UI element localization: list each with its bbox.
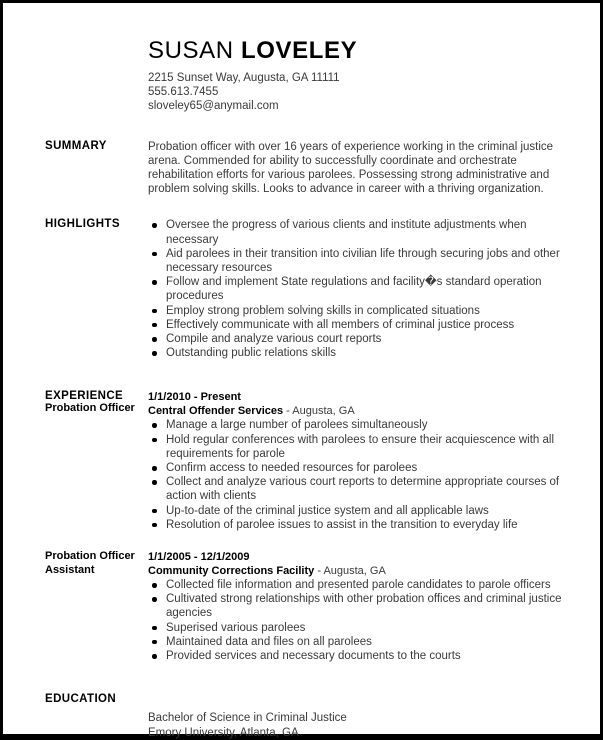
job-separator-1: - <box>314 565 324 578</box>
job-company-line-1 <box>148 564 570 578</box>
candidate-last-name: LOVELEY <box>240 37 358 64</box>
job-bullet-item: Maintained data and files on all parolees <box>148 635 570 649</box>
summary-text: Probation officer with over 16 years of experience working in the criminal justice arena. Commended for ability to successfully coordinate and orchestrate rehabilitation efforts for various parolees. Possessing strong administrative and problem solving skills. Looks to advance in career with a thriving organization. <box>148 140 554 196</box>
job-bullet-item: Hold regular conferences with parolees to ensure their acquiescence with all requirements for parole <box>148 433 570 461</box>
education-degree: Bachelor of Science in Criminal Justice <box>148 712 347 725</box>
job-dates-0: 1/1/2010 - Present <box>148 391 241 404</box>
highlights-label-column <box>3 218 148 230</box>
highlight-item: Employ strong problem solving skills in complicated situations <box>148 304 570 318</box>
job-bullet-item: Confirm access to needed resources for parolees <box>148 461 570 475</box>
job-company-name-1: Community Corrections Facility <box>148 565 315 578</box>
job-bullet-item: Cultivated strong relationships with other probation offices and criminal justice agencies <box>148 592 570 620</box>
job-bullet-item: Up-to-date of the criminal justice system and all applicable laws <box>148 504 570 518</box>
job-company-name-0: Central Offender Services <box>148 405 284 418</box>
section-title-highlights: HIGHLIGHTS <box>45 218 120 231</box>
contact-address: 2215 Sunset Way, Augusta, GA 11111 <box>148 72 340 84</box>
job-dates-1: 1/1/2005 - 12/1/2009 <box>148 551 250 564</box>
experience-role-1: Probation Officer Assistant <box>45 550 135 576</box>
job-entry <box>148 550 570 663</box>
summary-label-column <box>3 140 148 152</box>
job-bullets-list-0 <box>148 418 570 532</box>
contact-block <box>148 71 600 114</box>
job-bullets-list-1 <box>148 578 570 663</box>
highlight-item: Effectively communicate with all members of criminal justice process <box>148 318 570 332</box>
experience-label-column-1 <box>3 550 148 577</box>
experience-body-column-1 <box>148 550 600 663</box>
job-bullet-item: Provided services and necessary documents to the courts <box>148 649 570 663</box>
resume-page <box>3 3 600 739</box>
experience-body-column <box>148 390 600 532</box>
experience-label-column <box>3 390 148 416</box>
resume-content <box>3 3 600 739</box>
job-bullet-item: Superised various parolees <box>148 621 570 635</box>
section-education <box>3 693 600 740</box>
highlights-body-column <box>148 218 600 360</box>
job-bullet-item: Collected file information and presented parole candidates to parole officers <box>148 578 570 592</box>
section-title-summary: SUMMARY <box>45 139 107 152</box>
job-bullet-item: Resolution of parolee issues to assist in the transition to everyday life <box>148 518 570 532</box>
highlight-item: Oversee the progress of various clients and institute adjustments when necessary <box>148 218 570 246</box>
section-summary <box>3 140 600 197</box>
job-entry <box>148 390 570 532</box>
job-location-0: Augusta, GA <box>292 405 355 418</box>
education-label-column <box>3 693 148 705</box>
contact-phone: 555.613.7455 <box>148 86 219 99</box>
candidate-name <box>148 37 600 64</box>
experience-role-0: Probation Officer <box>45 402 135 415</box>
section-title-education: EDUCATION <box>45 693 117 706</box>
section-title-experience: EXPERIENCE <box>45 390 124 403</box>
education-body <box>148 711 570 740</box>
highlight-item: Compile and analyze various court reports <box>148 332 570 346</box>
section-highlights <box>3 218 600 360</box>
resume-header <box>3 3 600 114</box>
highlight-item: Outstanding public relations skills <box>148 346 570 360</box>
summary-body-column <box>148 140 600 197</box>
education-body-column <box>148 693 600 740</box>
section-experience-job-1 <box>3 550 600 663</box>
highlights-list <box>148 218 570 360</box>
job-location-1: Augusta, GA <box>323 565 386 578</box>
education-school: Emory University, Atlanta, GA <box>148 726 299 739</box>
job-company-line-0 <box>148 404 570 418</box>
contact-email[interactable]: sloveley65@anymail.com <box>148 100 279 113</box>
highlight-item: Follow and implement State regulations and facility�s standard operation procedures <box>148 275 570 303</box>
job-bullet-item: Collect and analyze various court reports to determine appropriate courses of action with clients <box>148 475 570 503</box>
job-bullet-item: Manage a large number of parolees simultaneously <box>148 418 570 432</box>
highlight-item: Aid parolees in their transition into civilian life through securing jobs and other necessary resources <box>148 247 570 275</box>
job-separator-0: - <box>283 405 293 418</box>
candidate-first-name: SUSAN <box>148 37 234 64</box>
section-experience <box>3 390 600 532</box>
